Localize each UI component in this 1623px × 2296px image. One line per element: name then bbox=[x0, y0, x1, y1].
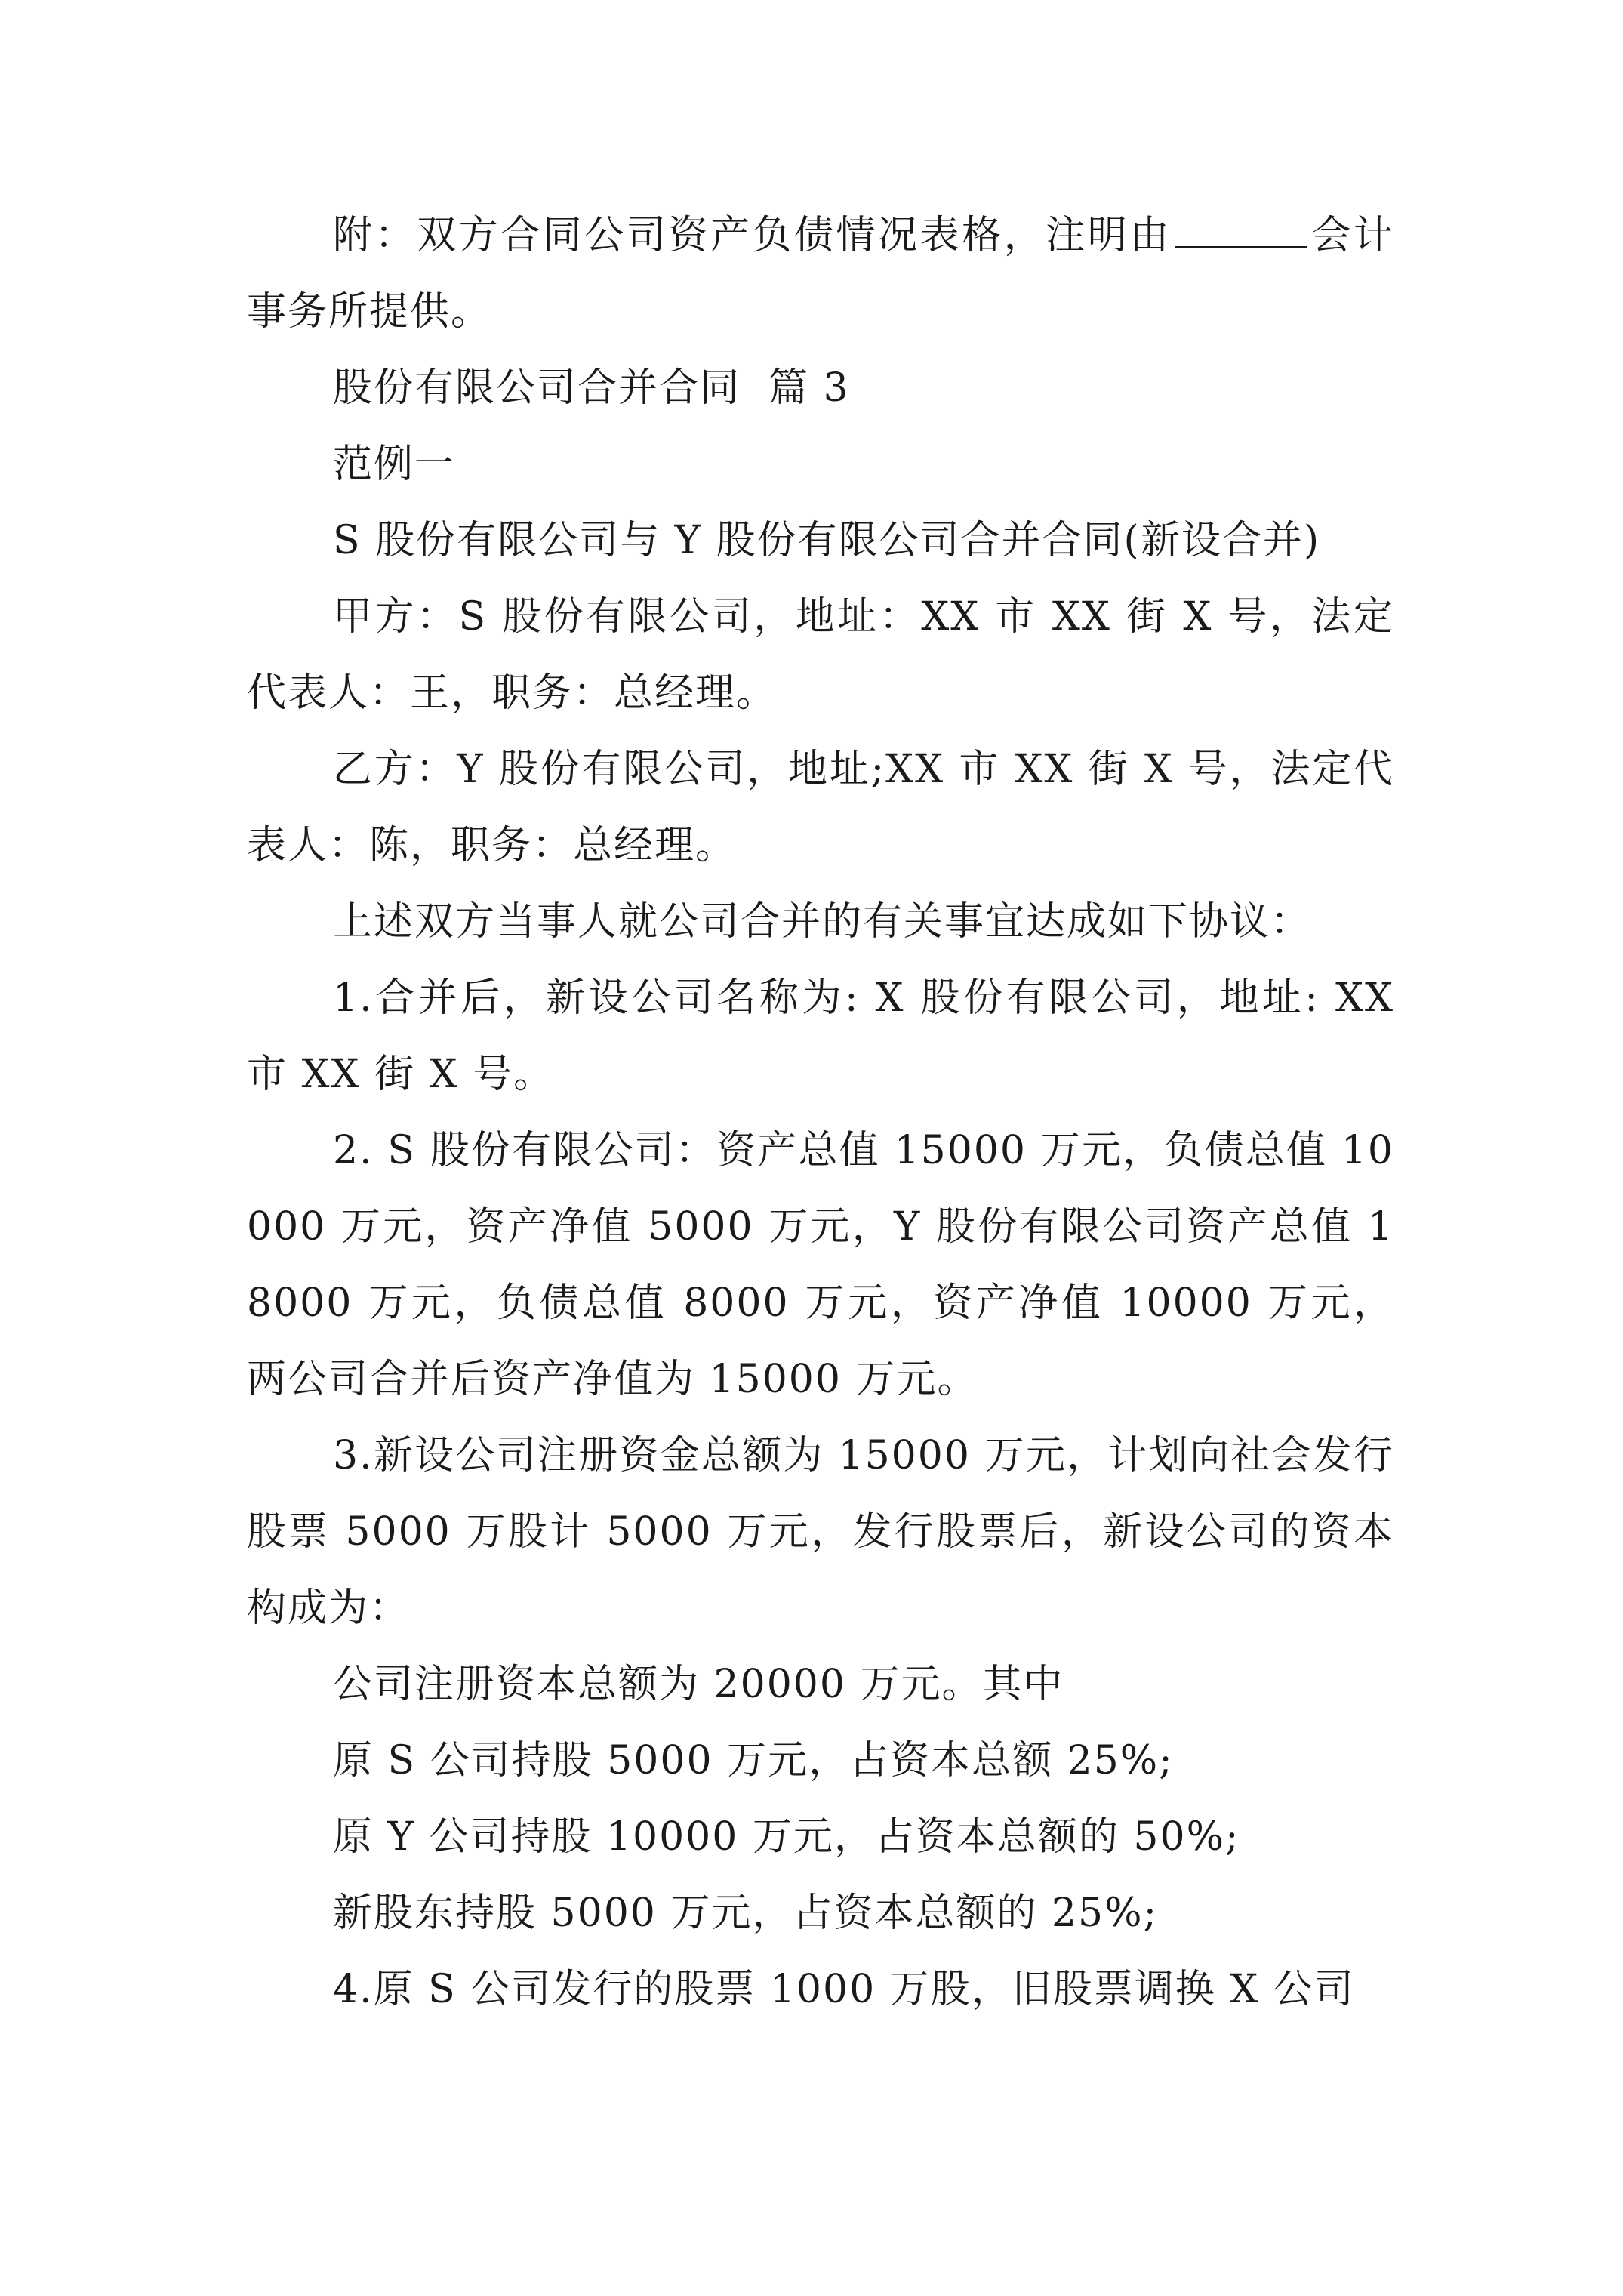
clause-4: 4.原 S 公司发行的股票 1000 万股，旧股票调换 X 公司 bbox=[333, 1967, 1355, 2012]
clause-1: 1.合并后，新设公司名称为: X 股份有限公司，地址: XX 市 XX 街 X 号。 bbox=[247, 975, 1394, 1097]
clause-3: 3.新设公司注册资金总额为 15000 万元，计划向社会发行股票 5000 万股计 5000 万元，发行股票后，新设公司的资本构成为： bbox=[247, 1433, 1394, 1631]
party-b-paragraph: 乙方：Y 股份有限公司，地址;XX 市 XX 街 X 号，法定代表人：陈，职务：总经理。 bbox=[247, 747, 1394, 868]
share-original-y: 原 Y 公司持股 10000 万元，占资本总额的 50%; bbox=[333, 1814, 1240, 1860]
section-heading: 股份有限公司合并合同 篇 3 bbox=[333, 365, 850, 411]
appendix-text-end: 会计事务所提供。 bbox=[247, 213, 1394, 334]
clause-2: 2. S 股份有限公司：资产总值 15000 万元，负债总值 10000 万元，资产净值 5000 万元，Y 股份有限公司资产总值 18000 万元，负债总值 8000 万元，资产净值 10000 万元，两公司合并后资产净值为 15000 万元。 bbox=[247, 1128, 1394, 1402]
document-body bbox=[247, 198, 1394, 2028]
capital-total: 公司注册资本总额为 20000 万元。其中 bbox=[333, 1662, 1064, 1707]
appendix-text-start: 附：双方合同公司资产负债情况表格，注明由 bbox=[333, 213, 1172, 258]
contract-title: S 股份有限公司与 Y 股份有限公司合并合同(新设合并) bbox=[333, 518, 1321, 563]
example-label: 范例一 bbox=[333, 442, 456, 487]
share-original-s: 原 S 公司持股 5000 万元，占资本总额 25%; bbox=[333, 1738, 1174, 1783]
fill-in-blank bbox=[1175, 204, 1307, 248]
appendix-paragraph bbox=[247, 198, 1394, 350]
agreement-intro: 上述双方当事人就公司合并的有关事宜达成如下协议： bbox=[333, 899, 1312, 945]
share-new-shareholders: 新股东持股 5000 万元，占资本总额的 25%; bbox=[333, 1891, 1159, 1936]
party-a-paragraph: 甲方：S 股份有限公司，地址：XX 市 XX 街 X 号，法定代表人：王，职务：总经理。 bbox=[247, 594, 1394, 716]
